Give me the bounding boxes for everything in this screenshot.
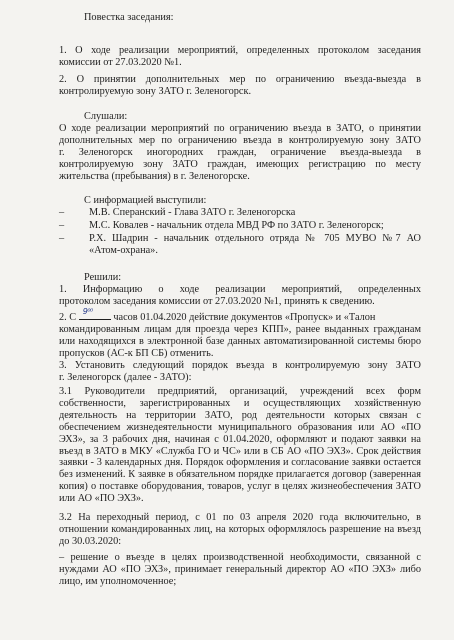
speakers-title: С информацией выступили: [84, 195, 207, 206]
speaker-1: – М.В. Сперанский - Глава ЗАТО г. Зеленогорска [59, 207, 296, 218]
speaker-3: – Р.Х. Шадрин - начальник отдельного отряда № 705 МУВО №7 АО «Атом-охрана». [59, 233, 421, 256]
dash-bullet: – [59, 220, 65, 231]
decision-3-1: 3.1 Руководители предприятий, организаций, учреждений всех форм собственности, зарегистрированных и осуществляющих хозяйственную деятельность на территории ЗАТО, род деятельности которых связан с обеспечением жизнедеятельности муниципального образования или АО «ПО ЭХЗ», за 3 рабочих дня, начиная с 01.04.2020, оформляют и подают заявки на въезд в ЗАТО в МКУ «Служба ГО и ЧС» или в СБ АО «ПО ЭХЗ». Срок действия заявки - 3 календарных дня. Порядок оформления и согласование заявки остается без изменений. К заявке в обязательном порядке прилагается договор (заверенная копия) о поставке оборудования, товаров, услуг в целях жизнеобеспечения ЗАТО или АО «ПО ЭХЗ». [59, 386, 421, 505]
heard-title: Слушали: [84, 111, 128, 122]
dash-bullet: – [59, 207, 65, 218]
decision-3-2-bullet: – решение о въезде в целях производственной необходимости, связанной с нуждами АО «ПО ЭХЗ», принимает генеральный директор АО «ПО ЭХЗ» либо лицо, им уполномоченное; [59, 552, 421, 587]
decision-3: 3. Установить следующий порядок въезда в контролируемую зону ЗАТО г. Зеленогорск (далее - ЗАТО): [59, 360, 421, 383]
dash-bullet: – [59, 233, 65, 244]
handwritten-time: 9⁰⁰ [82, 307, 93, 316]
speaker-2: – М.С. Ковалев - начальник отдела МВД РФ по ЗАТО г. Зеленогорск; [59, 220, 384, 231]
heard-paragraph: О ходе реализации мероприятий по ограничению въезда в ЗАТО, о принятии дополнительных мер по ограничению въезда в контролируемую зону ЗАТО г. Зеленогорск иногородних граждан, ограничение въезда-выезда в контролируемую зону ЗАТО граждан, имеющих регистрацию по месту жительства (пребывания) в г. Зеленогорске. [59, 123, 421, 182]
decided-title: Решили: [84, 272, 122, 283]
decision-1: 1. Информацию о ходе реализации мероприятий, определенных протоколом заседания комиссии от 27.03.2020 №1, принять к сведению. [59, 284, 421, 307]
agenda-item-1: 1. О ходе реализации мероприятий, определенных протоколом заседания комиссии от 27.03.2020 №1. [59, 45, 421, 68]
handwritten-time-field [79, 307, 111, 320]
decision-3-2: 3.2 На переходный период, с 01 по 03 апреля 2020 года включительно, в отношении командированных лиц, на которых оформлялось разрешение на въезд до 30.03.2020: [59, 512, 421, 547]
agenda-title: Повестка заседания: [84, 12, 174, 23]
agenda-item-2: 2. О принятии дополнительных мер по ограничению въезда-выезда в контролируемую зону ЗАТО г. Зеленогорск. [59, 74, 421, 97]
decision-2: 2. С 9⁰⁰ часов 01.04.2020 действие документов «Пропуск» и «Талон командированным лицам для проезда через КПП», ранее выданных гражданам или находящихся в электронной базе данных автоматизированной системы бюро пропусков (АС-к БП СБ) отменить. [59, 307, 421, 359]
